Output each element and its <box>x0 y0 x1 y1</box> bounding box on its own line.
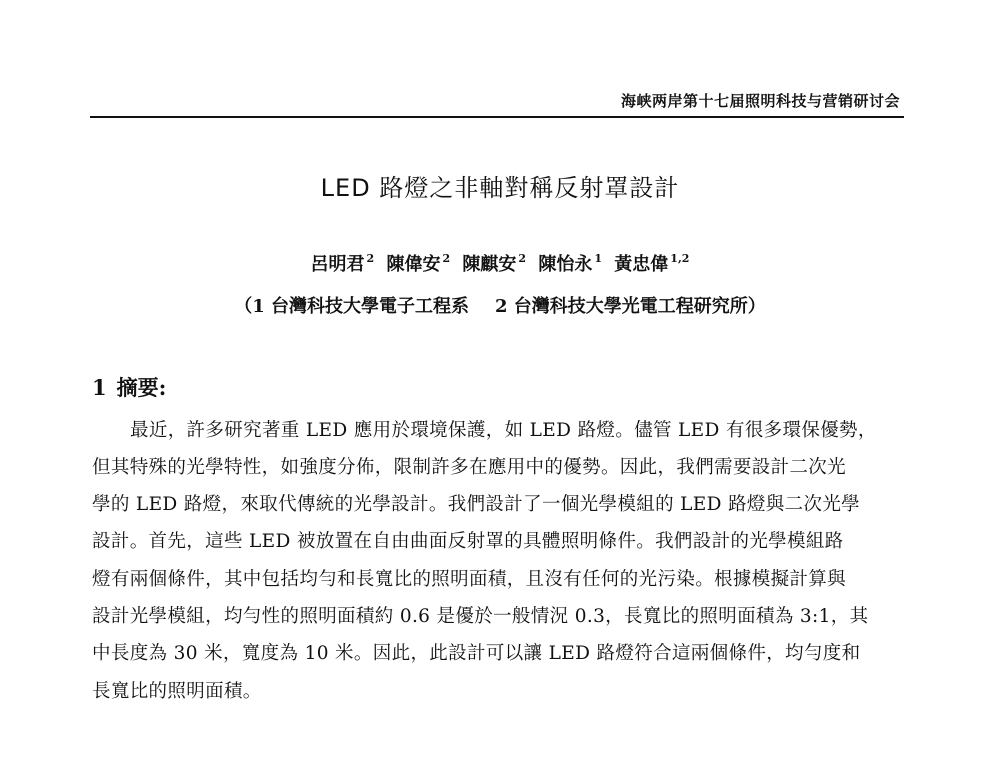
author-affiliation-mark: 2 <box>518 252 527 265</box>
author-name: 陳怡永 <box>538 254 593 275</box>
affiliation-1: 1 台灣科技大學電子工程系 <box>252 296 469 317</box>
affiliation-line <box>0 292 1000 318</box>
affiliation-close-paren: ） <box>747 296 766 317</box>
author <box>614 254 689 275</box>
abstract-line: 設計光學模組，均勻性的照明面積約 0.6 是優於一般情況 0.3，長寬比的照明面積為 3:1，其 <box>92 606 869 627</box>
section-title: 摘要: <box>116 375 167 400</box>
section-number: 1 <box>92 375 107 400</box>
running-header: 海峡两岸第十七届照明科技与营销研讨会 <box>620 92 900 110</box>
abstract-line: 設計。首先，這些 LED 被放置在自由曲面反射罩的具體照明條件。我們設計的光學模組路 <box>92 531 844 552</box>
affiliation-open-paren: （ <box>234 296 253 317</box>
abstract-line: 最近，許多研究著重 LED 應用於環境保護，如 LED 路燈。儘管 LED 有很多環保優勢， <box>130 420 877 441</box>
author-name: 陳偉安 <box>386 254 441 275</box>
author-affiliation-mark: 2 <box>442 252 451 265</box>
author-name: 黃忠偉 <box>614 254 669 275</box>
header-divider <box>90 116 904 118</box>
section-heading-abstract <box>92 372 166 402</box>
paper-title: LED 路燈之非軸對稱反射罩設計 <box>320 174 680 202</box>
author-affiliation-mark: 1 <box>594 252 603 265</box>
abstract-line: 但其特殊的光學特性，如強度分佈，限制許多在應用中的優勢。因此，我們需要設計二次光 <box>92 457 847 478</box>
abstract-line: 燈有兩個條件，其中包括均勻和長寬比的照明面積，且沒有任何的光污染。根據模擬計算與 <box>92 569 847 590</box>
author-name: 呂明君 <box>310 254 365 275</box>
abstract-line: 長寬比的照明面積。 <box>92 681 262 702</box>
affiliation-2: 2 台灣科技大學光電工程研究所 <box>495 296 748 317</box>
author-name: 陳麒安 <box>462 254 517 275</box>
author <box>538 254 602 275</box>
abstract-line: 中長度為 30 米，寬度為 10 米。因此，此設計可以讓 LED 路燈符合這兩個條件，均勻度和 <box>92 643 861 664</box>
author-affiliation-mark: 1,2 <box>670 252 690 265</box>
author-list <box>0 250 1000 276</box>
author <box>386 254 450 275</box>
author-affiliation-mark: 2 <box>366 252 375 265</box>
author <box>311 254 375 275</box>
abstract-line: 學的 LED 路燈，來取代傳統的光學設計。我們設計了一個光學模組的 LED 路燈與二次光學 <box>92 494 861 515</box>
author <box>462 254 526 275</box>
